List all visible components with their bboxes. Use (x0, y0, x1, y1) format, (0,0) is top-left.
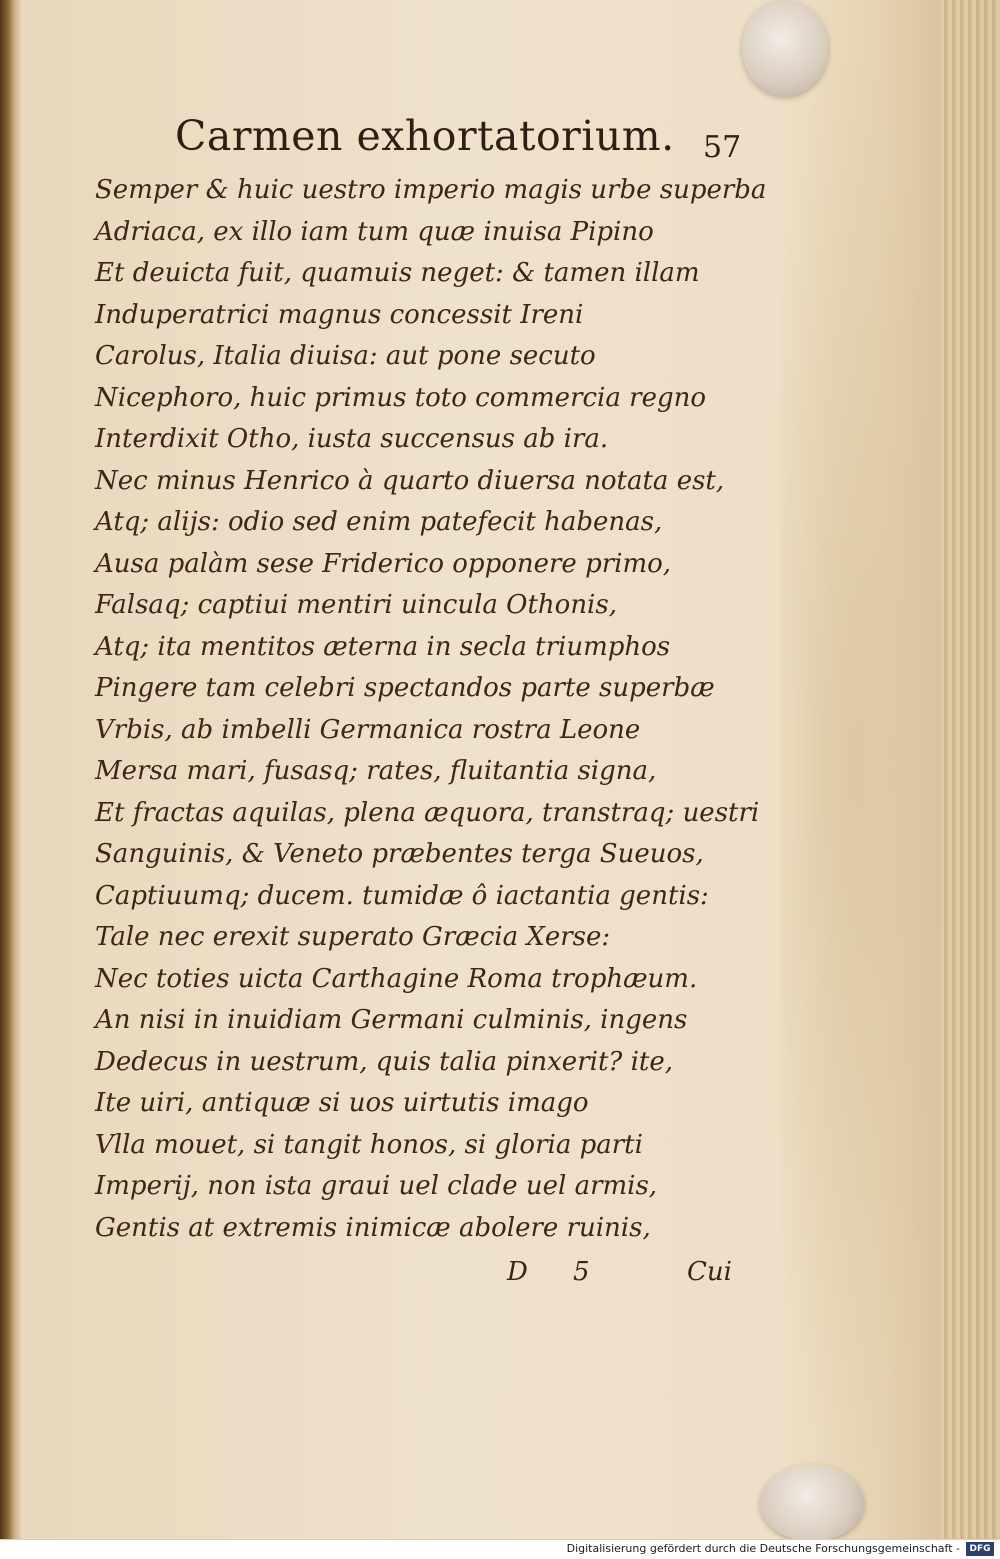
verse-line: Interdixit Otho, iusta succensus ab ira. (95, 424, 609, 454)
verse-line: Adriaca, ex illo iam tum quæ inuisa Pipino (95, 216, 654, 247)
paper-stain (780, 40, 960, 1490)
verse-line: Captiuumq; ducem. tumidæ ô iactantia gentis: (95, 880, 709, 911)
verse-line: Imperij, non ista graui uel clade uel armis, (95, 1171, 658, 1201)
verse-line: Pingere tam celebri spectandos parte superbæ (95, 673, 715, 703)
catchword: Cui (687, 1257, 732, 1287)
verse-line: Atq; ita mentitos æterna in secla triumphos (95, 631, 671, 662)
verse-line: Vrbis, ab imbelli Germanica rostra Leone (95, 714, 641, 745)
glass-weight-bottom (760, 1465, 864, 1541)
verse-line: Falsaq; captiui mentiri uincula Othonis, (95, 590, 617, 620)
page-header (95, 100, 755, 170)
signature-number: 5 (573, 1257, 590, 1287)
page-footer (95, 1249, 755, 1309)
verse-line: Ausa palàm sese Friderico opponere primo, (95, 548, 672, 579)
verse-line: Nec toties uicta Carthagine Roma trophæum. (95, 963, 698, 994)
verse-line: Tale nec erexit superato Græcia Xerse: (95, 922, 611, 952)
verse-line: Mersa mari, fusasq; rates, fluitantia signa, (95, 756, 657, 786)
verse-line: Carolus, Italia diuisa: aut pone secuto (95, 341, 596, 371)
binding-edge (0, 0, 14, 1540)
dfg-logo-icon: DFG (966, 1542, 994, 1556)
digitization-banner (0, 1539, 1000, 1559)
verse-text (95, 170, 767, 1249)
verse-line: Sanguinis, & Veneto præbentes terga Sueuos, (95, 839, 704, 869)
glass-weight-top (742, 0, 828, 96)
banner-text: Digitalisierung gefördert durch die Deutsche Forschungsgemeinschaft - (566, 1542, 960, 1555)
verse-line: Atq; alijs: odio sed enim patefecit habenas, (95, 507, 663, 537)
verse-line: Nec minus Henrico à quarto diuersa notata est, (95, 465, 725, 496)
verse-line: Et fractas aquilas, plena æquora, transtraq; uestri (95, 797, 760, 828)
verse-line: Induperatrici magnus concessit Ireni (95, 299, 584, 330)
verse-line: Dedecus in uestrum, quis talia pinxerit? ite, (95, 1046, 674, 1077)
verse-line: Nicephoro, huic primus toto commercia regno (95, 382, 706, 413)
signature-mark: D (507, 1257, 528, 1287)
page-number: 57 (703, 130, 742, 165)
verse-line: Gentis at extremis inimicæ abolere ruinis, (95, 1212, 651, 1243)
verse-line: Ite uiri, antiquæ si uos uirtutis imago (95, 1088, 589, 1118)
page-content (95, 100, 767, 1309)
running-head: Carmen exhortatorium. (175, 112, 675, 160)
verse-line: Et deuicta fuit, quamuis neget: & tamen illam (95, 258, 700, 288)
verse-line: Semper & huic uestro imperio magis urbe superba (95, 175, 767, 205)
verse-line: An nisi in inuidiam Germani culminis, ingens (95, 1005, 688, 1035)
verse-line: Vlla mouet, si tangit honos, si gloria parti (95, 1129, 643, 1160)
